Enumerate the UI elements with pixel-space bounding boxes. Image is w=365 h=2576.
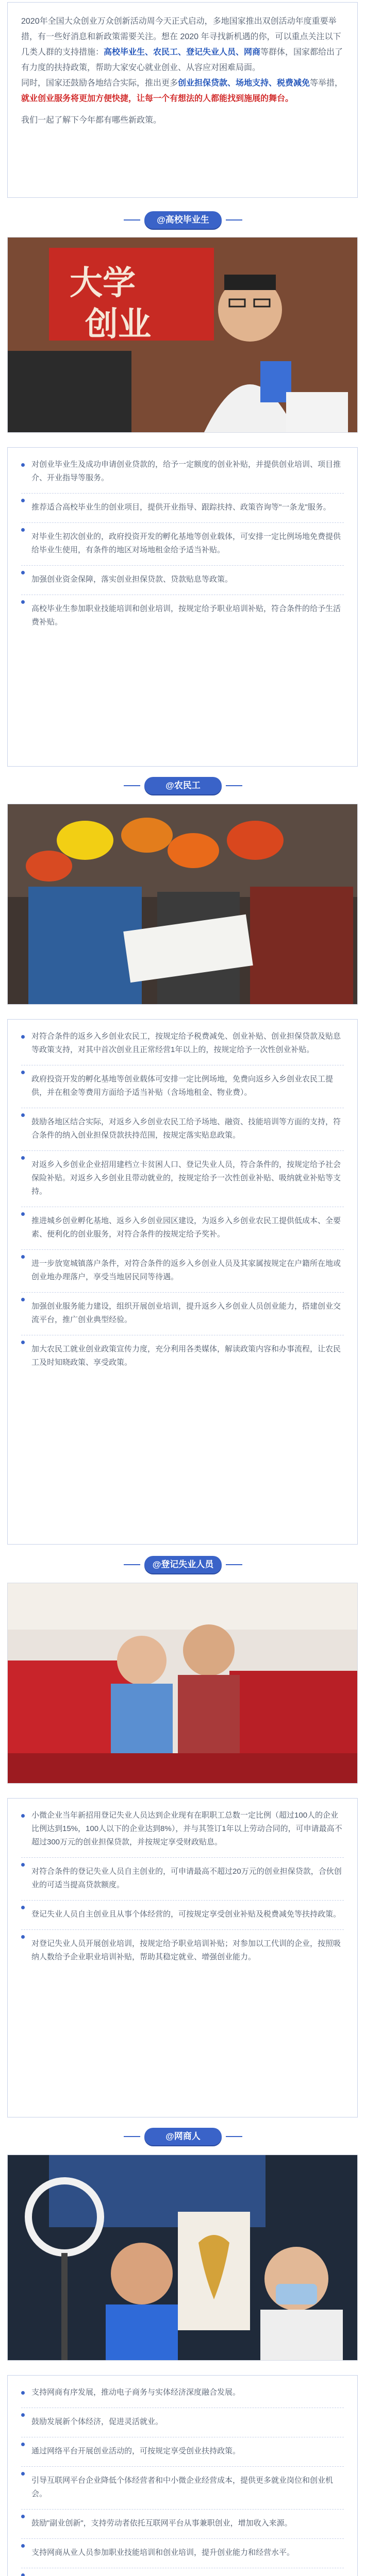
intro-paragraph-2 <box>21 76 344 107</box>
section-tag-online-merchants: @网商人 <box>144 2128 222 2145</box>
card-unemployed <box>7 1798 358 2117</box>
section-tag-unemployed: @登记失业人员 <box>144 1556 222 1573</box>
intro-text: 等举措， <box>310 79 343 88</box>
list-item: 对返乡入乡创业企业招用建档立卡贫困人口、登记失业人员，符合条件的，按规定给予社会保险补贴。对返乡入乡创业且带动就业的，按规定给予一次性创业补贴、吸纳就业补贴等支持。 <box>21 1150 344 1198</box>
list-item: 推进城乡创业孵化基地、返乡入乡创业园区建设，为返乡入乡创业农民工提供低成本、全要素、便利化的创业服务，对符合条件的按规定给予奖补。 <box>21 1207 344 1241</box>
list-item <box>21 2568 344 2576</box>
graduate-photo-illustration <box>8 238 358 433</box>
list-item: 加强创业资金保障，落实创业担保贷款、贷款贴息等政策。 <box>21 565 344 586</box>
list-item: 高校毕业生参加职业技能培训和创业培训，按规定给予职业培训补贴，符合条件的给予生活费补贴。 <box>21 595 344 629</box>
intro-highlight-red: 就业创业服务将更加方便快捷，让每一个有想法的人都能找到施展的舞台。 <box>21 94 294 103</box>
list-item: 小微企业当年新招用登记失业人员达到企业现有在职职工总数一定比例（超过100人的企业比例达到15%，100人以下的企业达到8%），并与其签订1年以上劳动合同的，可申请最高不超过300万元的创业担保贷款，并按规定享受财政贴息。 <box>21 1809 344 1849</box>
list-item: 加大农民工就业创业政策宣传力度，充分利用各类媒体，解读政策内容和办事流程，让农民工及时知晓政策、享受政策。 <box>21 1335 344 1369</box>
list-item: 支持网商从业人员参加职业技能培训和创业培训，提升创业能力和经营水平。 <box>21 2538 344 2560</box>
intro-text: 同时，国家还鼓励各地结合实际，推出更多 <box>21 79 178 88</box>
card-online-merchants <box>7 2375 358 2576</box>
list-item: 对符合条件的返乡入乡创业农民工，按规定给予税费减免、创业补贴、创业担保贷款及贴息等政策支持，对其中首次创业且正常经营1年以上的，按规定给予一次性创业补贴。 <box>21 1030 344 1057</box>
list-item: 登记失业人员自主创业且从事个体经营的，可按规定享受创业补贴及税费减免等扶持政策。 <box>21 1900 344 1921</box>
intro-text: 等群体，国家都给出了有力度的扶持政策，帮助大家安心就业创业、从容应对困难局面。 <box>21 48 343 72</box>
list-item: 进一步放宽城镇落户条件，对符合条件的返乡入乡创业人员及其家属按规定在户籍所在地或创业地办理落户，享受当地居民同等待遇。 <box>21 1249 344 1284</box>
list-item: 加强创业服务能力建设，组织开展创业培训，提升返乡入乡创业人员创业能力，搭建创业交流平台，推广创业典型经验。 <box>21 1292 344 1327</box>
list-item: 推荐适合高校毕业生的创业项目，提供开业指导、跟踪扶持、政策咨询等"一条龙"服务。 <box>21 493 344 514</box>
intro-highlight: 创业担保贷款、场地支持、税费减免 <box>178 79 310 88</box>
list-online-merchants <box>21 2386 344 2576</box>
list-item: 鼓励发展新个体经济，促进灵活就业。 <box>21 2408 344 2429</box>
intro-paragraph-1 <box>21 14 344 76</box>
list-migrant-workers <box>21 1030 344 1369</box>
list-item: 鼓励"副业创新"，支持劳动者依托互联网平台从事兼职创业，增加收入来源。 <box>21 2509 344 2530</box>
list-item: 引导互联网平台企业降低个体经营者和中小微企业经营成本，提供更多就业岗位和创业机会。 <box>21 2466 344 2501</box>
photo-unemployed <box>7 1583 358 1784</box>
svg-text:大学: 大学 <box>70 264 136 302</box>
list-item: 政府投资开发的孵化基地等创业载体可安排一定比例场地，免费向返乡入乡创业农民工提供，并在租金等费用方面给予适当补贴（含场地租金、物业费）。 <box>21 1065 344 1099</box>
list-item: 对创业毕业生及成功申请创业贷款的，给予一定额度的创业补贴，并提供创业培训、项目推介、开业指导等服务。 <box>21 458 344 485</box>
photo-online-merchants <box>7 2155 358 2361</box>
list-item: 支持网商有序发展，推动电子商务与实体经济深度融合发展。 <box>21 2386 344 2399</box>
livestream-photo-illustration <box>8 2155 358 2361</box>
list-item: 对符合条件的登记失业人员自主创业的，可申请最高不超过20万元的创业担保贷款，合伙创业的可适当提高贷款额度。 <box>21 1857 344 1892</box>
list-item: 通过网络平台开展创业活动的，可按规定享受创业扶持政策。 <box>21 2437 344 2458</box>
workers-photo-illustration <box>8 804 358 1005</box>
intro-card <box>7 2 358 198</box>
list-item: 对登记失业人员开展创业培训，按规定给予职业培训补贴；对参加以工代训的企业，按照吸纳人数给予企业职业培训补贴，帮助其稳定就业、增强创业能力。 <box>21 1929 344 1964</box>
shop-photo-illustration <box>8 1583 358 1784</box>
section-tag-graduates: @高校毕业生 <box>144 211 222 229</box>
photo-migrant-workers <box>7 804 358 1005</box>
section-tag-migrant-workers: @农民工 <box>144 777 222 794</box>
intro-text: 2020年全国大众创业万众创新活动周今天正式启动，多地国家推出双创活动年度重要举措，有一些好消息和新政策需要关注。想在 2020 年寻找新机遇的你，可以重点关注以下几类人群的支持措施： <box>21 17 341 57</box>
list-graduates <box>21 458 344 629</box>
list-item: 对毕业生初次创业的，政府投资开发的孵化基地等创业载体，可安排一定比例场地免费提供给毕业生使用，有条件的地区对场地租金给予适当补贴。 <box>21 522 344 557</box>
list-unemployed <box>21 1809 344 1964</box>
card-migrant-workers <box>7 1019 358 1545</box>
svg-text:创业: 创业 <box>85 306 151 344</box>
photo-graduates <box>7 237 358 433</box>
intro-cta: 我们一起了解下今年都有哪些新政策。 <box>21 116 162 125</box>
card-graduates <box>7 447 358 767</box>
list-item: 鼓励各地区结合实际，对返乡入乡创业农民工给予场地、融资、技能培训等方面的支持，符合条件的纳入创业担保贷款扶持范围，按规定落实贴息政策。 <box>21 1108 344 1142</box>
intro-highlight: 高校毕业生、农民工、登记失业人员、网商 <box>104 48 261 57</box>
